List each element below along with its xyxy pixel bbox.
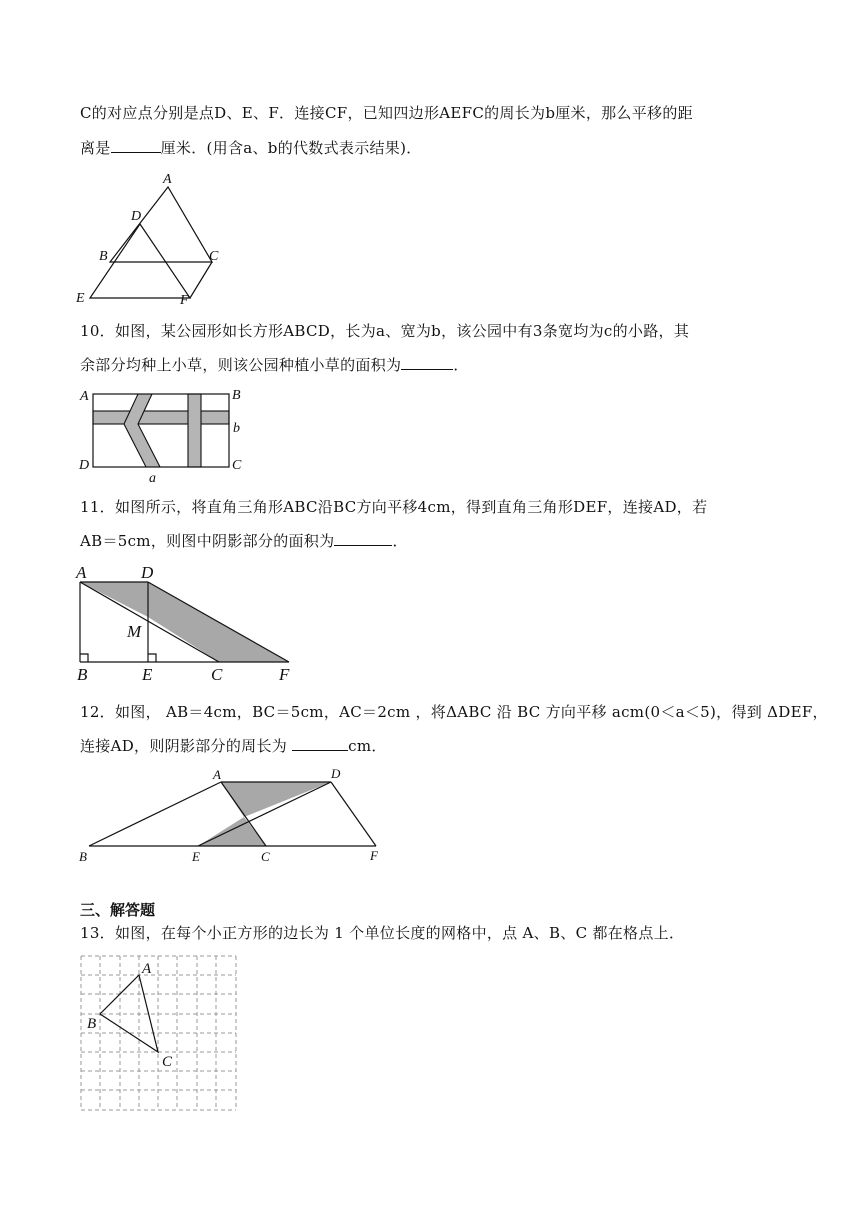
q9-text-line2 <box>80 138 422 158</box>
q10-label-a: a <box>149 471 156 486</box>
section-heading: 三、解答题 <box>80 901 156 919</box>
q10-label-D: D <box>79 458 90 473</box>
q11-label-A: A <box>76 563 87 582</box>
q9-label-C: C <box>209 249 219 264</box>
q11-label-E: E <box>142 665 153 684</box>
q10-text-line2 <box>80 355 469 375</box>
q10-text-line2a: 余部分均种上小草，则该公园种植小草的面积为 <box>80 356 402 374</box>
q9-label-D: D <box>131 209 142 224</box>
q12-label-B: B <box>79 849 87 864</box>
q12-text-line2 <box>80 736 387 756</box>
q11-text-line2a: AB＝5cm，则图中阴影部分的面积为 <box>80 532 335 550</box>
q11-text-line1: 11．如图所示，将直角三角形ABC沿BC方向平移4cm，得到直角三角形DEF，连接AD，若 <box>80 498 708 516</box>
q12-label-E: E <box>192 849 200 864</box>
q9-text-line1: C的对应点分别是点D、E、F．连接CF，已知四边形AEFC的周长为b厘米，那么平移的距 <box>80 104 693 122</box>
q13-label-A: A <box>142 961 152 977</box>
q9-text-line2b: 厘米．(用含a、b的代数式表示结果)． <box>160 139 422 157</box>
q10-text-line1: 10．如图，某公园形如长方形ABCD，长为a、宽为b，该公园中有3条宽均为c的小路，其 <box>80 322 690 340</box>
q13-text-line1: 13．如图，在每个小正方形的边长为 1 个单位长度的网格中，点 A、B、C 都在格点上． <box>80 924 685 942</box>
q10-answer-blank[interactable] <box>401 355 453 370</box>
q13-label-B: B <box>87 1016 97 1032</box>
q12-text-line2a: 连接AD，则阴影部分的周长为 <box>80 737 293 755</box>
q13-label-C: C <box>162 1054 173 1070</box>
q12-label-A: A <box>213 767 221 782</box>
q12-text-line1: 12．如图， AB＝4cm，BC＝5cm，AC＝2cm ，将ΔABC 沿 BC 方向平移 acm(0＜a＜5)，得到 ΔDEF， <box>80 703 828 721</box>
q11-label-B: B <box>77 665 88 684</box>
q12-answer-blank[interactable] <box>292 736 348 751</box>
q9-label-E: E <box>76 291 85 306</box>
q11-label-F: F <box>279 665 290 684</box>
q10-text-line2b: ． <box>453 356 469 374</box>
q12-text-line2b: cm． <box>348 737 387 755</box>
q9-label-B: B <box>99 249 108 264</box>
q9-label-F: F <box>180 293 189 308</box>
q11-label-M: M <box>127 622 142 641</box>
q10-label-A: A <box>80 389 89 404</box>
q9-text-line2a: 离是 <box>80 139 111 157</box>
q9-answer-blank[interactable] <box>111 138 161 153</box>
q11-label-D: D <box>141 563 154 582</box>
q12-label-F: F <box>370 848 378 863</box>
q11-answer-blank[interactable] <box>334 531 392 546</box>
q11-label-C: C <box>211 665 223 684</box>
q12-label-D: D <box>331 766 341 781</box>
q11-text-line2 <box>80 531 408 551</box>
q9-label-A: A <box>163 172 172 187</box>
q11-text-line2b: ． <box>392 532 408 550</box>
q10-label-B: B <box>232 388 241 403</box>
q10-label-b: b <box>233 421 240 436</box>
q10-label-C: C <box>232 458 242 473</box>
q12-label-C: C <box>261 849 270 864</box>
